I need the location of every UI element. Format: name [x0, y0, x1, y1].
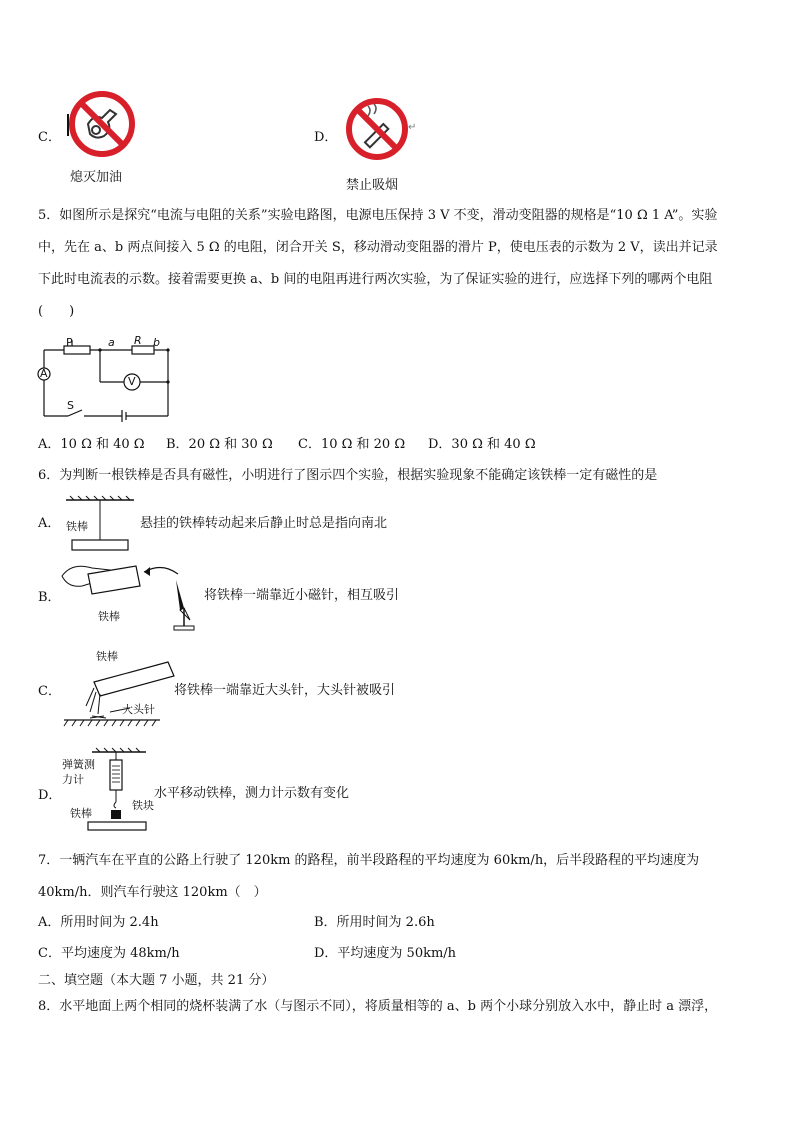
q5-line-2: 中，先在 a、b 两点间接入 5 Ω 的电阻，闭合开关 S，移动滑动变阻器的滑片 P，使电压表的示数为 2 V，读出并记录 — [38, 240, 718, 255]
circuit-label-voltmeter: V — [128, 375, 136, 388]
q6-option-a-label: A． — [38, 516, 61, 531]
q6-c-rod-label: 铁棒 — [96, 650, 118, 663]
q4-option-d-caption: 禁止吸烟 — [346, 178, 399, 193]
q6-option-b-text: 将铁棒一端靠近小磁针，相互吸引 — [204, 588, 400, 603]
circuit-label-switch: S — [67, 399, 74, 412]
q6-option-d-label: D． — [38, 788, 62, 803]
q5-line-4: ( ) — [38, 304, 75, 319]
q6-c-pin-label: 大头针 — [122, 703, 155, 716]
no-smoking-sign-icon — [344, 96, 417, 162]
circuit-label-ammeter: A — [40, 367, 48, 380]
q4-option-d-label: D． — [314, 130, 338, 145]
q7-line-1: 7．一辆汽车在平直的公路上行驶了 120km 的路程，前半段路程的平均速度为 60km/h，后半段路程的平均速度为 — [38, 853, 700, 868]
q6-option-d-text: 水平移动铁棒，测力计示数有变化 — [154, 786, 350, 801]
q5-line-3: 下此时电流表的示数。接着需要更换 a、b 间的电阻再进行两次实验，为了保证实验的进行，应选择下列的哪两个电阻 — [38, 272, 713, 287]
q4-option-c-label: C． — [38, 130, 61, 145]
q4-option-c-caption: 熄灭加油 — [70, 170, 123, 185]
q5-line-1: 5．如图所示是探究“电流与电阻的关系”实验电路图，电源电压保持 3 V 不变，滑动变阻器的规格是“10 Ω 1 A”。实验 — [38, 208, 718, 223]
q5-option-c: C．10 Ω 和 20 Ω — [298, 437, 406, 452]
q7-option-d: D．平均速度为 50km/h — [314, 946, 457, 961]
q6-option-c-text: 将铁棒一端靠近大头针，大头针被吸引 — [174, 683, 396, 698]
q6-option-b-label: B． — [38, 590, 61, 605]
q6-option-c-label: C． — [38, 684, 61, 699]
q7-option-a: A．所用时间为 2.4h — [38, 915, 159, 930]
q6-d-spring-scale-figure — [86, 748, 156, 840]
circuit-label-p: P — [66, 336, 73, 349]
q6-d-rod-label: 铁棒 — [70, 807, 92, 820]
q5-option-a: A．10 Ω 和 40 Ω — [38, 437, 145, 452]
q7-line-2: 40km/h．则汽车行驶这 120km（ ） — [38, 885, 267, 900]
q6-stem: 6．为判断一根铁棒是否具有磁性，小明进行了图示四个实验，根据实验现象不能确定该铁棒一定有磁性的是 — [38, 468, 658, 483]
q6-b-hand-rod-compass-figure — [58, 556, 208, 634]
q5-option-d: D．30 Ω 和 40 Ω — [428, 437, 536, 452]
circuit-label-r: R — [134, 334, 142, 347]
q6-b-rod-label: 铁棒 — [98, 610, 120, 623]
q6-d-scale-label-1: 弹簧测 — [62, 758, 95, 771]
q8-line-1: 8．水平地面上两个相同的烧杯装满了水（与图示不同），将质量相等的 a、b 两个小球分别放入水中，静止时 a 漂浮， — [38, 999, 718, 1014]
q7-option-b: B．所用时间为 2.6h — [314, 915, 435, 930]
q6-c-rod-pins-figure — [60, 656, 180, 728]
q6-a-rod-label: 铁棒 — [66, 520, 88, 533]
q6-d-block-label: 铁块 — [132, 799, 154, 812]
svg-text:↵: ↵ — [408, 122, 417, 133]
q6-d-scale-label-2: 力计 — [62, 773, 84, 786]
q6-option-a-text: 悬挂的铁棒转动起来后静止时总是指向南北 — [140, 516, 388, 531]
section-2-heading: 二、填空题（本大题 7 小题，共 21 分） — [38, 973, 275, 988]
q7-option-c: C．平均速度为 48km/h — [38, 946, 180, 961]
no-refuel-sign-icon — [66, 88, 136, 160]
circuit-label-b: b — [153, 336, 160, 349]
q5-option-b: B．20 Ω 和 30 Ω — [166, 437, 273, 452]
circuit-label-a: a — [108, 336, 115, 349]
